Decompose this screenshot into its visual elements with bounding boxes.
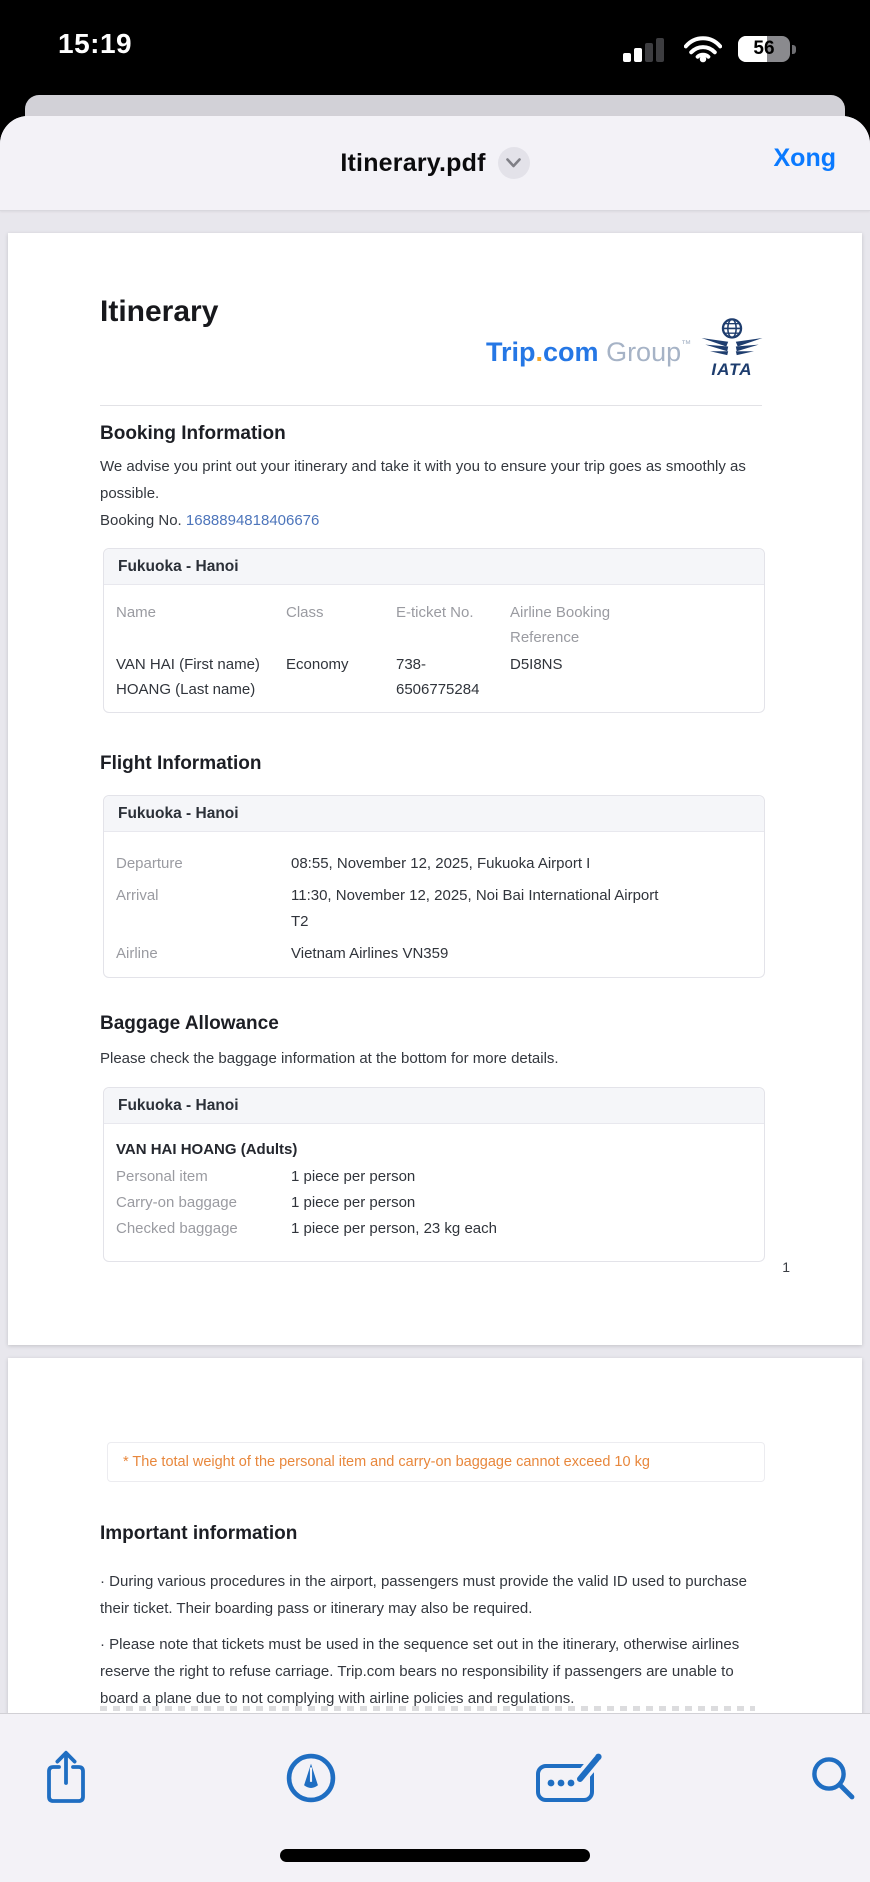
battery-nub — [792, 45, 796, 54]
row-value: 08:55, November 12, 2025, Fukuoka Airport I — [291, 855, 591, 872]
logo-dot: . — [535, 337, 544, 367]
row-value: 1 piece per person — [291, 1194, 416, 1211]
booking-heading: Booking Information — [100, 423, 286, 444]
document-title-button[interactable] — [0, 116, 870, 210]
search-button[interactable] — [793, 1742, 870, 1814]
tripcom-group-logo — [486, 337, 691, 368]
row-label: Airline — [116, 945, 158, 962]
page-number: 1 — [782, 1259, 790, 1275]
table-row — [104, 1216, 764, 1242]
logo-tm: ™ — [681, 339, 692, 350]
row-label: Departure — [116, 855, 183, 872]
row-label: Arrival — [116, 887, 159, 904]
pdf-page-1 — [8, 233, 862, 1345]
battery-percent: 56 — [753, 38, 775, 59]
flight-heading: Flight Information — [100, 753, 262, 774]
row-label: Personal item — [116, 1168, 208, 1185]
table-row — [104, 851, 764, 877]
clock: 15:19 — [58, 28, 133, 59]
cell-eticket: 738-6506775284 — [396, 656, 480, 698]
logo-group: Group — [598, 337, 682, 367]
baggage-subtitle: Please check the baggage information at the bottom for more details. — [100, 1050, 559, 1067]
col-name: Name — [116, 604, 157, 621]
booking-no-line — [100, 507, 762, 534]
col-class: Class — [286, 604, 324, 621]
markup-icon — [286, 1753, 336, 1803]
logo-trip: Trip — [486, 337, 536, 367]
pdf-page-2 — [8, 1358, 862, 1738]
cell-airline-ref: D5I8NS — [510, 656, 563, 673]
row-value: 11:30, November 12, 2025, Noi Bai International Airport T2 — [291, 887, 659, 930]
battery-icon — [738, 36, 790, 62]
flight-table-body — [104, 832, 764, 967]
logo-com: com — [543, 337, 599, 367]
important-heading: Important information — [100, 1523, 298, 1544]
row-value: 1 piece per person — [291, 1168, 416, 1185]
table-row — [104, 941, 764, 967]
cell-class: Economy — [286, 656, 349, 673]
booking-route-header: Fukuoka - Hanoi — [104, 549, 764, 585]
chevron-down-button[interactable] — [498, 147, 530, 179]
baggage-heading: Baggage Allowance — [100, 1013, 279, 1034]
table-row — [104, 883, 764, 935]
iata-wings-globe-icon — [698, 317, 766, 357]
important-paragraph: · During various procedures in the airport, passengers must provide the valid ID used to purchase their ticket. Their boarding pass or itinerary may also be required. — [100, 1573, 747, 1617]
share-button[interactable] — [26, 1742, 106, 1814]
cellular-signal-icon — [623, 38, 668, 62]
sheet-header — [0, 116, 870, 211]
col-airline-ref: Airline Booking Reference — [510, 604, 611, 646]
baggage-table-body — [104, 1164, 764, 1242]
autofill-button[interactable] — [530, 1742, 610, 1814]
booking-table — [103, 548, 765, 713]
markup-button[interactable] — [271, 1742, 351, 1814]
baggage-route-header: Fukuoka - Hanoi — [104, 1088, 764, 1124]
chevron-down-icon — [506, 158, 521, 168]
table-row — [104, 1164, 764, 1190]
wifi-icon — [684, 36, 722, 64]
file-name: Itinerary.pdf — [340, 148, 486, 177]
iata-label: IATA — [711, 360, 753, 379]
booking-intro: We advise you print out your itinerary and take it with you to ensure your trip goes as smoothly as possible. — [100, 458, 746, 502]
clipped-text-line — [100, 1706, 755, 1711]
status-bar — [0, 0, 870, 96]
baggage-warning: * The total weight of the personal item and carry-on baggage cannot exceed 10 kg — [107, 1442, 765, 1482]
iata-logo — [698, 317, 766, 380]
search-icon — [809, 1754, 857, 1802]
flight-route-header: Fukuoka - Hanoi — [104, 796, 764, 832]
home-indicator[interactable] — [280, 1849, 590, 1862]
row-label: Carry-on baggage — [116, 1194, 237, 1211]
row-value: 1 piece per person, 23 kg each — [291, 1220, 497, 1237]
document-title: Itinerary — [100, 295, 219, 328]
col-eticket: E-ticket No. — [396, 604, 474, 621]
row-label: Checked baggage — [116, 1220, 238, 1237]
share-icon — [41, 1748, 91, 1808]
done-button[interactable]: Xong — [773, 144, 836, 172]
booking-no-link[interactable]: 1688894818406676 — [185, 512, 320, 529]
booking-table-body — [104, 585, 764, 715]
divider — [100, 405, 762, 406]
table-row — [104, 1190, 764, 1216]
baggage-table — [103, 1087, 765, 1262]
baggage-passenger: VAN HAI HOANG (Adults) — [116, 1141, 298, 1158]
booking-no-label: Booking No. — [100, 512, 186, 529]
flight-table — [103, 795, 765, 978]
autofill-icon — [534, 1751, 606, 1805]
cell-name: VAN HAI (First name) HOANG (Last name) — [116, 656, 260, 698]
important-paragraph: · Please note that tickets must be used in the sequence set out in the itinerary, otherwise airlines reserve the right to refuse carriage. Trip.com bears no responsibility if passengers are unable to board a plane due to not complying with airline policies and regulations. — [100, 1636, 740, 1707]
row-value: Vietnam Airlines VN359 — [291, 945, 449, 962]
